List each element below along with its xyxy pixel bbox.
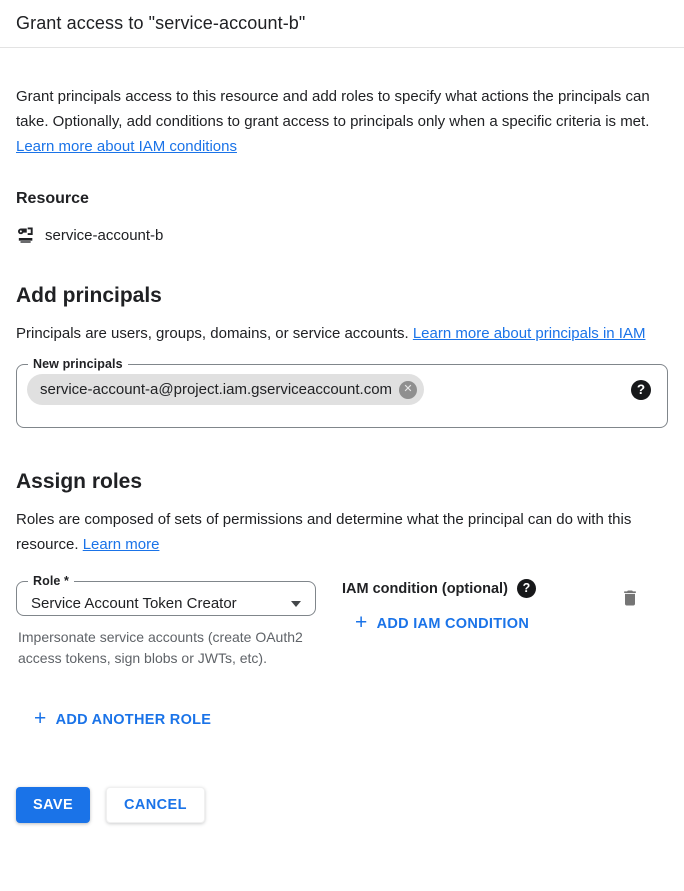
save-button[interactable]: SAVE xyxy=(16,787,90,823)
roles-description xyxy=(16,507,668,557)
resource-row xyxy=(16,225,668,245)
new-principals-field[interactable] xyxy=(16,357,668,428)
add-another-role-label: ADD ANOTHER ROLE xyxy=(55,711,212,728)
assign-roles-heading: Assign roles xyxy=(16,470,143,493)
role-column xyxy=(16,574,316,669)
role-select[interactable] xyxy=(16,574,316,616)
iam-condition-column xyxy=(342,574,536,635)
add-principals-heading: Add principals xyxy=(16,284,162,307)
principals-description xyxy=(16,321,668,346)
condition-help-icon[interactable]: ? xyxy=(517,579,536,598)
roles-description-text: Roles are composed of sets of permissions and determine what the principal can do with this resource. xyxy=(16,511,632,553)
principals-description-text: Principals are users, groups, domains, or service accounts. xyxy=(16,325,413,342)
principal-chip-label: service-account-a@project.iam.gserviceaccount.com xyxy=(40,381,393,398)
plus-icon: + xyxy=(355,611,368,634)
role-helper-text: Impersonate service accounts (create OAuth2 access tokens, sign blobs or JWTs, etc). xyxy=(18,629,303,666)
intro-text: Grant principals access to this resource and add roles to specify what actions the principals can take. Optionally, add conditions to grant access to principals only when a specific criteria is met. xyxy=(16,88,650,130)
resource-name: service-account-b xyxy=(45,226,164,244)
dialog-title: Grant access to "service-account-b" xyxy=(16,13,306,33)
add-iam-condition-label: ADD IAM CONDITION xyxy=(376,615,530,632)
iam-condition-label: IAM condition (optional) xyxy=(342,580,508,597)
intro-paragraph xyxy=(16,84,668,159)
iam-conditions-link[interactable]: Learn more about IAM conditions xyxy=(16,138,237,155)
role-row xyxy=(16,574,668,669)
dropdown-arrow-icon xyxy=(291,601,301,607)
principal-chip[interactable] xyxy=(27,374,424,405)
dialog-actions xyxy=(16,787,668,841)
delete-icon xyxy=(620,597,640,612)
role-value: Service Account Token Creator xyxy=(31,595,237,612)
dialog-body xyxy=(0,84,684,841)
resource-heading: Resource xyxy=(16,190,89,207)
add-iam-condition-button[interactable] xyxy=(355,613,529,634)
role-label: Role * xyxy=(33,574,70,588)
roles-learn-more-link[interactable]: Learn more xyxy=(82,536,160,553)
new-principals-label: New principals xyxy=(33,357,123,371)
delete-role-button[interactable] xyxy=(616,583,644,616)
plus-icon: + xyxy=(34,707,47,730)
chip-remove-icon[interactable]: ✕ xyxy=(399,381,417,399)
cancel-button[interactable]: CANCEL xyxy=(106,787,205,823)
principals-link[interactable]: Learn more about principals in IAM xyxy=(412,325,646,342)
service-account-icon xyxy=(16,225,36,245)
principals-help-icon[interactable]: ? xyxy=(631,380,651,400)
dialog-header xyxy=(0,0,684,48)
add-another-role-button[interactable] xyxy=(34,709,211,730)
